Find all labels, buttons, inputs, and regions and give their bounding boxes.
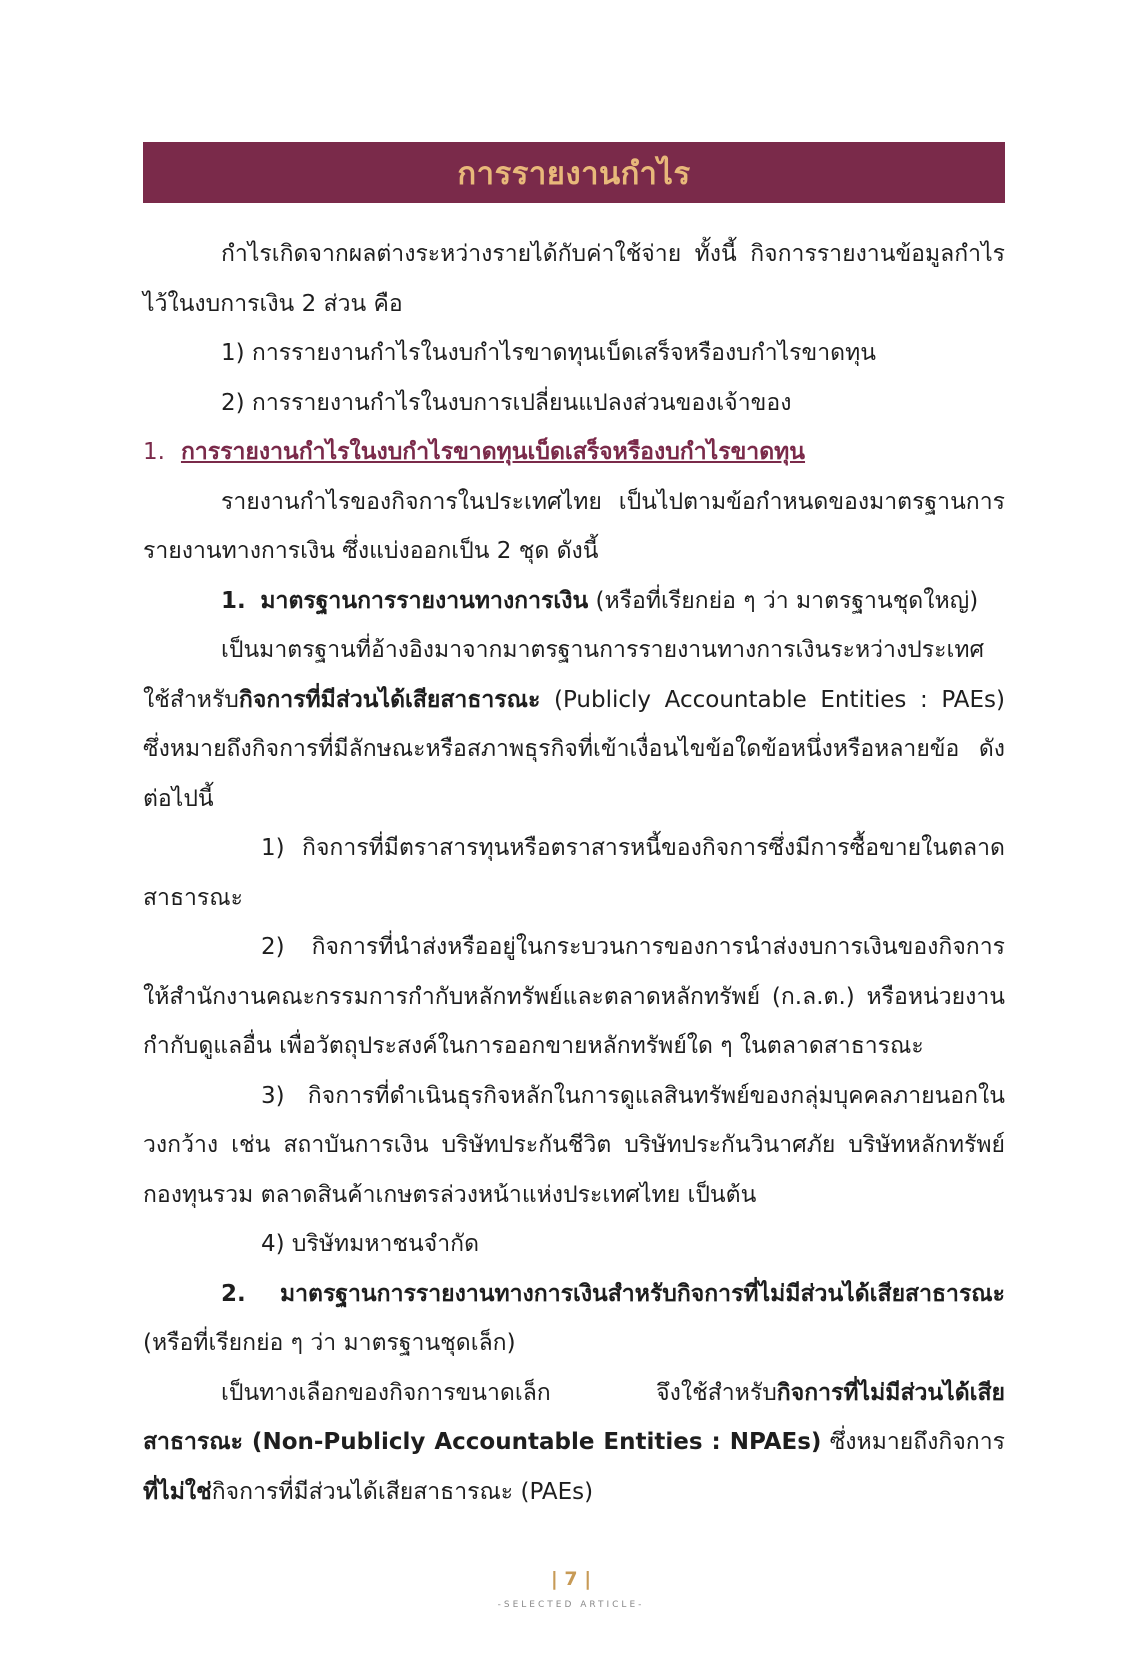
standard-2-alias: (หรือที่เรียกย่อ ๆ ว่า มาตรฐานชุดเล็ก) [143,1330,516,1356]
standard-2-description [143,1369,1005,1518]
intro-list-item: 2) การรายงานกำไรในงบการเปลี่ยนแปลงส่วนของเจ้าของ [221,389,792,416]
standard-2-desc-text: เป็นทางเลือกของกิจการขนาดเล็ก จึงใช้สำหรับ [221,1379,777,1406]
page-number: | 7 | [550,1568,592,1590]
standard-1-description [143,626,1005,824]
intro-list-item: 1) การรายงานกำไรในงบกำไรขาดทุนเบ็ดเสร็จหรืองบกำไรขาดทุน [221,340,876,366]
condition-item: 4) บริษัทมหาชนจำกัด [261,1231,480,1257]
standard-1-desc-rest: (Publicly Accountable Entities : PAEs) ซึ่งหมายถึงกิจการที่มีลักษณะหรือสภาพธุรกิจที่เข้าเงื่อนไขข้อใดข้อหนึ่งหรือหลายข้อ ดังต่อไปนี้ [143,686,1005,812]
section-paragraph: รายงานกำไรของกิจการในประเทศไทย เป็นไปตามข้อกำหนดของมาตรฐานการรายงานทางการเงิน ซึ่งแบ่งออกเป็น 2 ชุด ดังนี้ [143,488,1005,564]
standard-1-name: มาตรฐานการรายงานทางการเงิน [260,587,589,614]
condition-item: 2) กิจการที่นำส่งหรืออยู่ในกระบวนการของการนำส่งงบการเงินของกิจการให้สำนักงานคณะกรรมการกำกับหลักทรัพย์และตลาดหลักทรัพย์ (ก.ล.ต.) หรือหน่วยงานกำกับดูแลอื่น เพื่อวัตถุประสงค์ในการออกขายหลักทรัพย์ใด ๆ ในตลาดสาธารณะ [143,934,1005,1059]
standard-2-desc-rest: กิจการที่มีส่วนได้เสียสาธารณะ (PAEs) [211,1478,594,1505]
title-banner [143,142,1005,203]
standard-1-number: 1. [221,587,246,614]
article-body [143,230,1005,1517]
section-number: 1. [143,439,165,465]
intro-paragraph: กำไรเกิดจากผลต่างระหว่างรายได้กับค่าใช้จ่าย ทั้งนี้ กิจการรายงานข้อมูลกำไรไว้ในงบการเงิน 2 ส่วน คือ [143,241,1005,317]
standard-2-desc-bold2: ที่ไม่ใช่ [143,1478,212,1505]
page-title: การรายงานกำไร [457,155,691,192]
standard-2-desc-bold: กิจการที่ไม่มีส่วนได้เสียสาธารณะ (Non-Publicly Accountable Entities : NPAEs) [143,1379,1005,1455]
standard-2-title [143,1270,1005,1369]
condition-item: 3) กิจการที่ดำเนินธุรกิจหลักในการดูแลสินทรัพย์ของกลุ่มบุคคลภายนอกในวงกว้าง เช่น สถาบันการเงิน บริษัทประกันชีวิต บริษัทประกันวินาศภัย บริษัทหลักทรัพย์ กองทุนรวม ตลาดสินค้าเกษตรล่วงหน้าแห่งประเทศไทย เป็นต้น [143,1082,1005,1208]
standard-1-desc-bold: กิจการที่มีส่วนได้เสียสาธารณะ [238,686,541,713]
section-heading-text: การรายงานกำไรในงบกำไรขาดทุนเบ็ดเสร็จหรืองบกำไรขาดทุน [180,439,806,465]
standard-1-alias: (หรือที่เรียกย่อ ๆ ว่า มาตรฐานชุดใหญ่) [595,587,979,614]
standard-2-number: 2. [221,1280,246,1307]
standard-2-name: มาตรฐานการรายงานทางการเงินสำหรับกิจการที่ไม่มีส่วนได้เสียสาธารณะ [279,1280,1005,1307]
section-heading [143,428,1005,478]
standard-1-desc-text: เป็นมาตรฐานที่อ้างอิงมาจากมาตรฐานการรายงานทางการเงินระหว่างประเทศ ใช้สำหรับ [143,637,985,713]
standard-2-desc-mid: ซึ่งหมายถึงกิจการ [829,1429,1005,1455]
footer-tagline: -SELECTED ARTICLE- [497,1600,645,1610]
condition-item: 1) กิจการที่มีตราสารทุนหรือตราสารหนี้ของกิจการซึ่งมีการซื้อขายในตลาดสาธารณะ [143,835,1005,911]
standard-1-title [143,577,1005,627]
